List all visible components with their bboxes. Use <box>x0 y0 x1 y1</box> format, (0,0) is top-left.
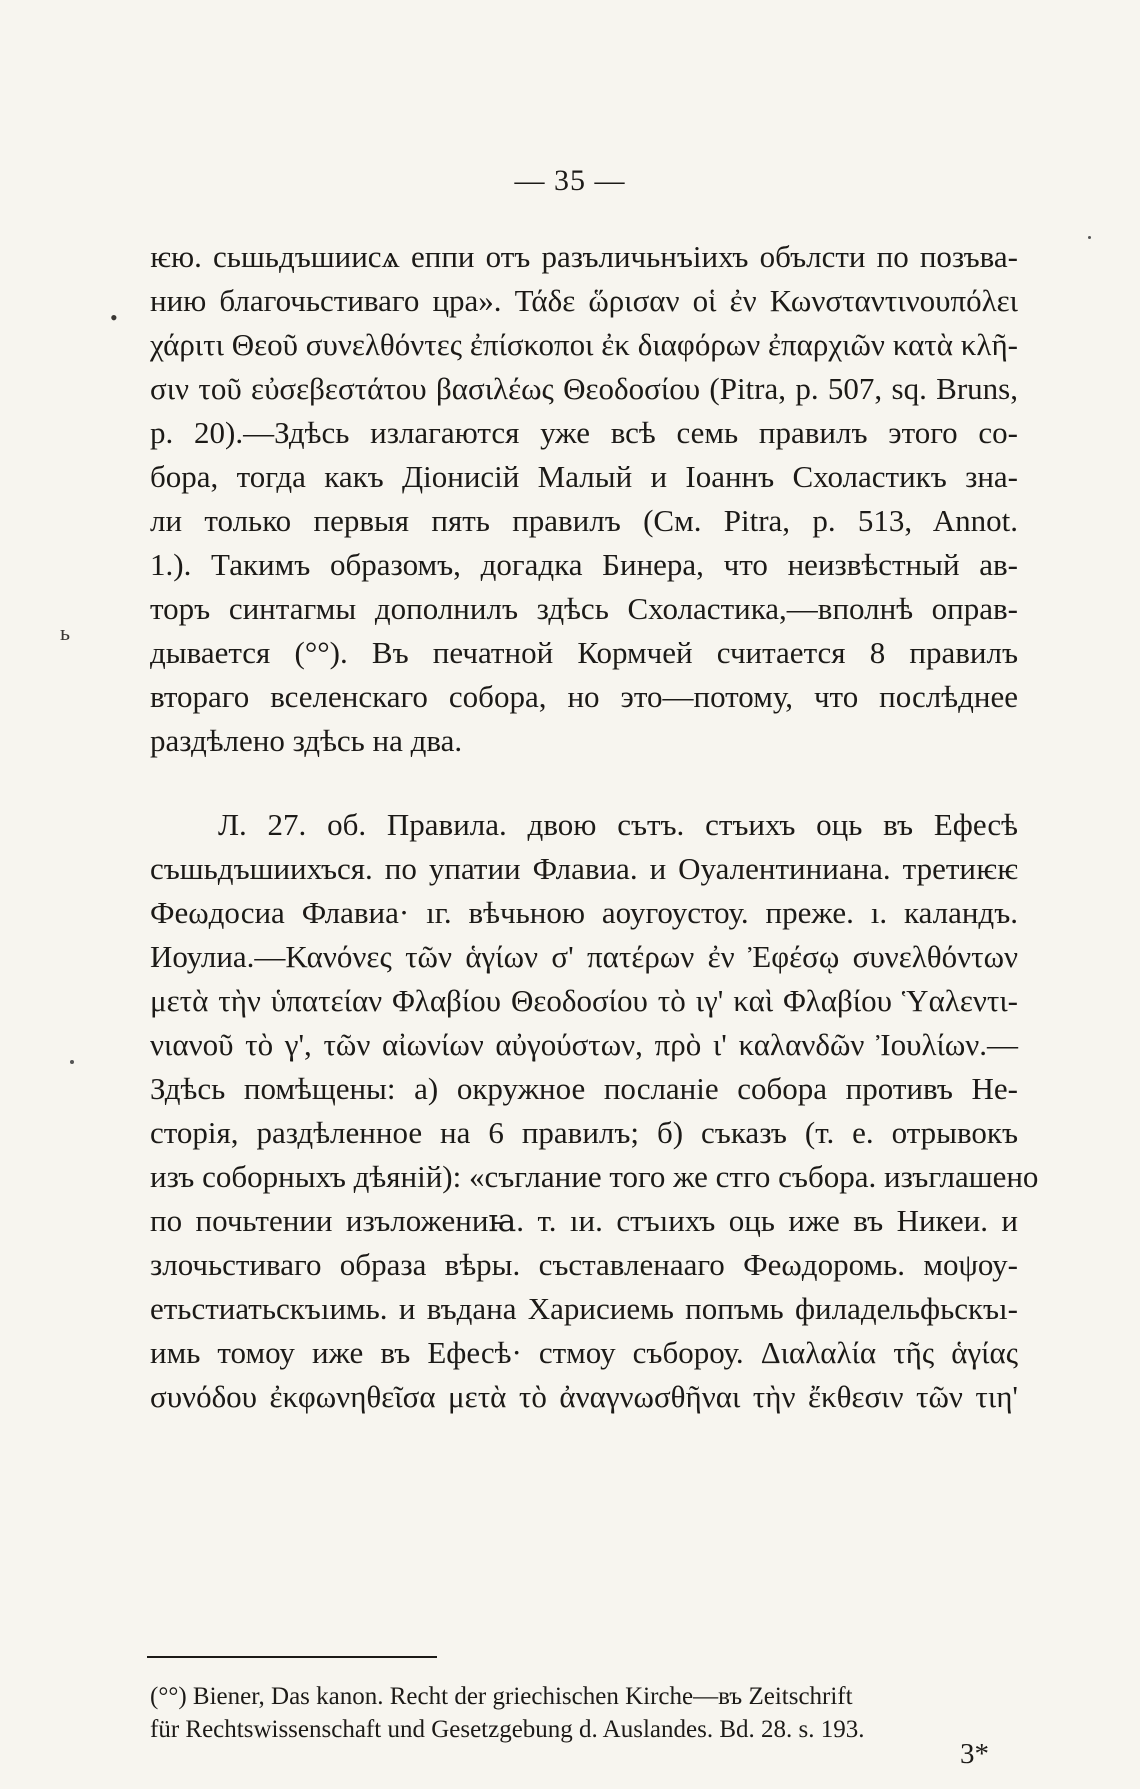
text-line: Феωдосиа Флавиа· ıг. вѣчьною аоугоустоу. преже. ı. каландъ. <box>150 895 1018 930</box>
text-line: συνόδου ἐκφωνηθεῖσα μετὰ τὸ ἀναγνωσθῆναι τὴν ἔκθεσιν τῶν τιη' <box>150 1379 1018 1414</box>
footnote-line: für Rechtswissenschaft und Gesetzgebung d. Auslandes. Bd. 28. s. 193. <box>150 1716 865 1743</box>
text-line: μετὰ τὴν ὑπατείαν Φλαβίου Θεοδοσίου τὸ ιγ' καὶ Φλαβίου Ὑαλεντι- <box>150 983 1018 1018</box>
text-line: нию благочьстиваго цра». Τάδε ὥρισαν οἱ ἐν Κωνσταντινουπόλει <box>150 283 1018 318</box>
paragraph-2 <box>150 803 1039 1419</box>
text-line: p. 20).—Здѣсь излагаются уже всѣ семь правилъ этого со- <box>150 415 1018 450</box>
text-line: съшьдъшиихъся. по упатии Флавиа. и Оуалентиниана. третиѥѥ <box>150 851 1018 886</box>
text-line: изъ соборныхъ дѣяній): «съглание того же стго събора. изъглашено <box>150 1159 1039 1194</box>
text-line: злочьстиваго образа вѣры. съставленааго Феωдоромь. моψоу- <box>150 1247 1018 1282</box>
text-line: Л. 27. об. Правила. двою сътъ. стъихъ оць въ Ефесѣ <box>218 807 1018 842</box>
text-line: сторія, раздѣленное на 6 правилъ; б) съказъ (т. е. отрывокъ <box>150 1115 1018 1150</box>
margin-mark: • <box>110 305 118 330</box>
text-line: по почьтении изъложениꙗ. т. ıи. стъıихъ оць иже въ Никеи. и <box>150 1203 1018 1238</box>
text-line: ѥю. сьшьдъшиисѧ еппи отъ разъличьнъіихъ обълсти по позъва- <box>150 239 1018 274</box>
margin-mark: ь <box>60 620 71 645</box>
scan-speck <box>70 1060 74 1064</box>
footnote-line: (°°) Biener, Das kanon. Recht der griechischen Kirche—въ Zeitschrift <box>150 1683 853 1710</box>
signature-mark: 3* <box>960 1738 989 1770</box>
text-line: етьстиатьскъıимь. и въдана Харисиемь попъмь филадельфьскъı- <box>150 1291 1018 1326</box>
text-line: Здѣсь помѣщены: a) окружное посланіе собора противъ Не- <box>150 1071 1018 1106</box>
text-line: χάριτι Θεοῦ συνελθόντες ἐπίσκοποι ἐκ διαφόρων ἐπαρχιῶν κατὰ κλῆ- <box>150 327 1018 362</box>
text-line: νιανοῦ τὸ γ', τῶν αἰωνίων αὐγούστων, πρὸ ι' καλανδῶν Ἰουλίων.— <box>150 1027 1018 1062</box>
paragraph-1 <box>150 235 1018 763</box>
text-line: раздѣлено здѣсь на два. <box>150 723 463 758</box>
text-line: Иоулиа.—Κανόνες τῶν ἁγίων σ' πατέρων ἐν Ἐφέσῳ συνελθόντων <box>150 939 1018 974</box>
text-line: бора, тогда какъ Діонисій Малый и Іоаннъ Схоластикъ зна- <box>150 459 1018 494</box>
text-line: 1.). Такимъ образомъ, догадка Бинера, что неизвѣстный ав- <box>150 547 1018 582</box>
page-number: — 35 — <box>514 164 626 197</box>
text-line: σιν τοῦ εὐσεβεστάτου βασιλέως Θεοδοσίου (Pitra, p. 507, sq. Bruns, <box>150 371 1018 406</box>
text-line: имь томоу иже въ Ефесѣ· стмоу събороу. Διαλαλία τῆς ἁγίας <box>150 1335 1018 1370</box>
text-line: дывается (°°). Въ печатной Кормчей считается 8 правилъ <box>150 635 1018 670</box>
text-line: ли только первыя пять правилъ (См. Pitra, p. 513, Annot. <box>150 503 1018 538</box>
text-line: торъ синтагмы дополнилъ здѣсь Схоластика,—вполнѣ оправ- <box>150 591 1018 626</box>
footnote <box>150 1680 1018 1746</box>
text-line: втораго вселенскаго собора, но это—потому, что послѣднее <box>150 679 1018 714</box>
scan-speck <box>1088 236 1091 239</box>
footnote-divider <box>147 1656 437 1658</box>
